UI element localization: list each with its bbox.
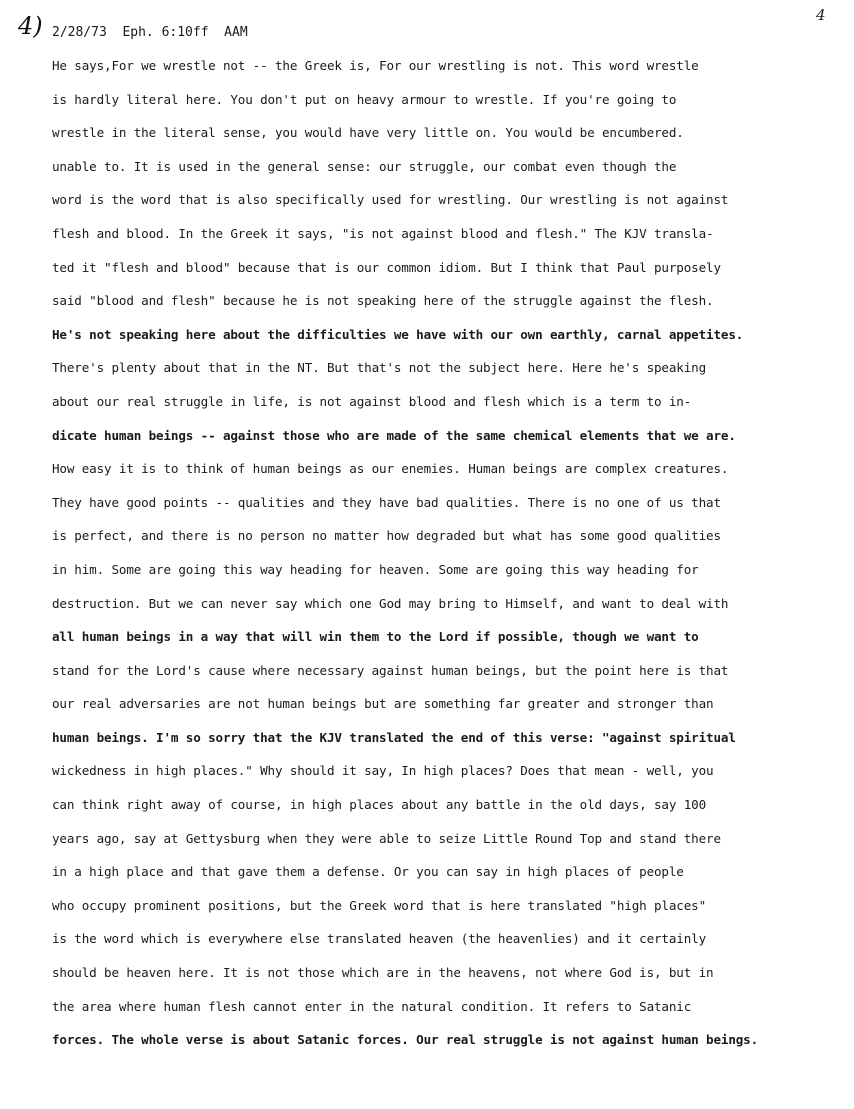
text-line: There's plenty about that in the NT. But that's not the subject here. Here he's speaking [52,360,707,376]
text-line: wickedness in high places." Why should it say, In high places? Does that mean - well, you [52,763,714,779]
text-line: in him. Some are going this way heading for heaven. Some are going this way heading for [52,561,699,577]
text-line: is the word which is everywhere else translated heaven (the heavenlies) and it certainly [52,931,707,947]
text-line: is hardly literal here. You don't put on heavy armour to wrestle. If you're going to [52,91,677,107]
text-line: word is the word that is also specifically used for wrestling. Our wrestling is not against [52,192,729,208]
text-line: about our real struggle in life, is not against blood and flesh which is a term to in- [52,393,692,409]
text-line: said "blood and flesh" because he is not speaking here of the struggle against the flesh. [52,293,714,309]
text-line: years ago, say at Gettysburg when they were able to seize Little Round Top and stand there [52,830,721,846]
text-line: How easy it is to think of human beings as our enemies. Human beings are complex creatures. [52,461,729,477]
handwritten-page-mark: 4) [18,12,43,40]
text-line: in a high place and that gave them a defense. Or you can say in high places of people [52,864,684,880]
text-line: ted it "flesh and blood" because that is our common idiom. But I think that Paul purposely [52,259,721,275]
body-text [52,55,850,1063]
text-line: flesh and blood. In the Greek it says, "is not against blood and flesh." The KJV transla- [52,225,714,241]
text-line: He's not speaking here about the difficulties we have with our own earthly, carnal appetites. [52,326,744,342]
text-line: destruction. But we can never say which one God may bring to Himself, and want to deal with [52,595,729,611]
text-line: dicate human beings -- against those who are made of the same chemical elements that we are. [52,427,736,443]
text-line: forces. The whole verse is about Satanic forces. Our real struggle is not against human beings. [52,1032,759,1048]
text-line: human beings. I'm so sorry that the KJV translated the end of this verse: "against spiritual [52,729,736,745]
text-line: stand for the Lord's cause where necessary against human beings, but the point here is that [52,662,729,678]
text-line: our real adversaries are not human beings but are something far greater and stronger than [52,696,714,712]
document-header: 2/28/73 Eph. 6:10ff AAM [52,25,248,40]
text-line: should be heaven here. It is not those which are in the heavens, not where God is, but in [52,965,714,981]
text-line: wrestle in the literal sense, you would have very little on. You would be encumbered. [52,125,684,141]
text-line: They have good points -- qualities and they have bad qualities. There is no one of us that [52,494,721,510]
text-line: unable to. It is used in the general sense: our struggle, our combat even though the [52,158,677,174]
text-line: is perfect, and there is no person no matter how degraded but what has some good qualities [52,528,721,544]
text-line: all human beings in a way that will win them to the Lord if possible, though we want to [52,629,699,645]
text-line: He says,For we wrestle not -- the Greek is, For our wrestling is not. This word wrestle [52,58,699,73]
page-number: 4 [816,6,826,24]
text-line: the area where human flesh cannot enter in the natural condition. It refers to Satanic [52,998,692,1014]
text-line: can think right away of course, in high places about any battle in the old days, say 100 [52,797,707,813]
text-line: who occupy prominent positions, but the Greek word that is here translated "high places" [52,897,707,913]
